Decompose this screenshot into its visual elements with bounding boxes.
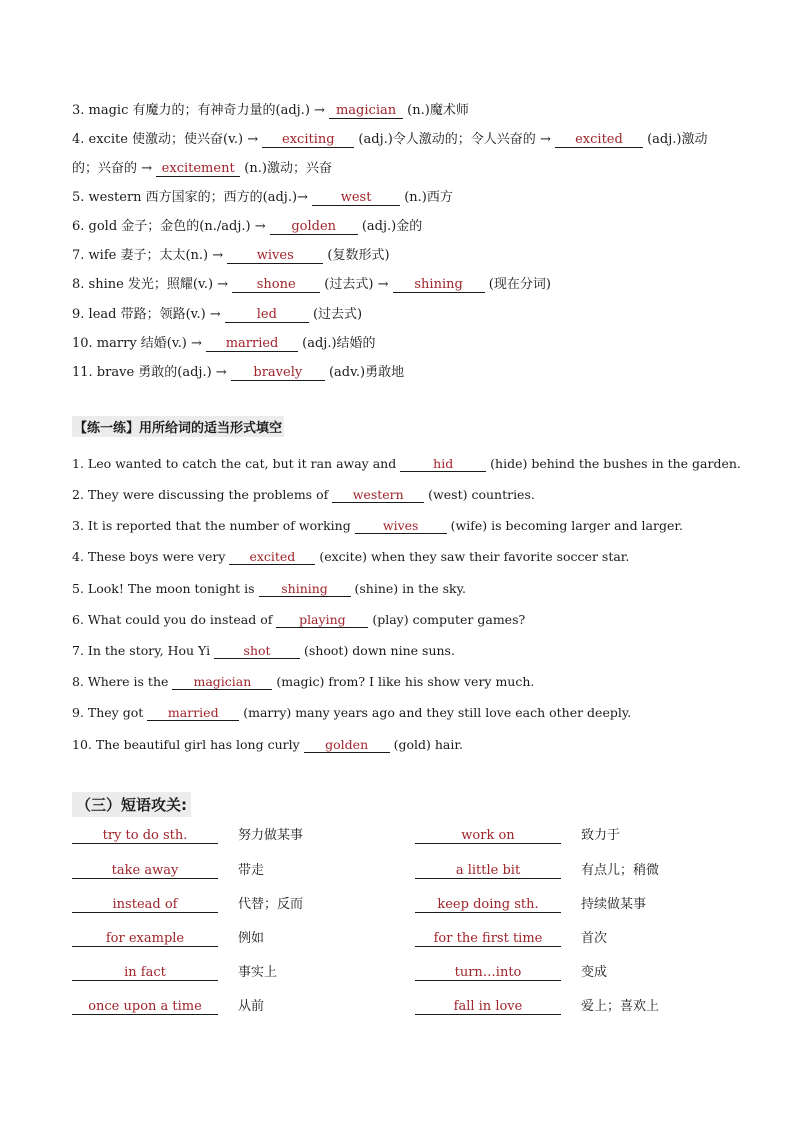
answer-blank: shining [393,277,485,293]
phrase-english: try to do sth. [72,828,218,844]
phrase-chinese: 变成 [581,965,608,980]
phrase-item [72,895,303,915]
practice-item: 6. What could you do instead of playing (play) computer games? [72,612,526,627]
practice-item: 2. They were discussing the problems of western (west) countries. [72,487,535,502]
word-form-line: 8. shine 发光；照耀(v.) → shone (过去式) → shining (现在分词) [72,277,551,292]
phrase-chinese: 有点儿；稍微 [581,863,660,878]
answer-blank: wives [355,518,447,534]
phrase-english: keep doing sth. [415,897,561,913]
answer-blank: bravely [231,365,325,381]
phrase-english: work on [415,828,561,844]
phrase-chinese: 从前 [238,999,265,1014]
phrase-item [72,963,277,983]
word-form-line: 6. gold 金子；金色的(n./adj.) → golden (adj.)金的 [72,219,423,234]
answer-blank: playing [276,612,368,628]
practice-item: 5. Look! The moon tonight is shining (shine) in the sky. [72,581,466,596]
phrase-chinese: 带走 [238,863,265,878]
answer-blank: excited [555,132,643,148]
answer-blank: shot [214,643,300,659]
answer-blank: married [147,705,239,721]
phrase-chinese: 持续做某事 [581,897,647,912]
word-form-line: 9. lead 带路；领路(v.) → led (过去式) [72,307,363,322]
phrase-english: for example [72,931,218,947]
phrase-english: in fact [72,965,218,981]
phrase-item [415,963,607,983]
phrase-chinese: 致力于 [581,828,621,843]
phrases-heading: （三）短语攻关: [72,792,191,817]
word-form-line: 4. excite 使激动；使兴奋(v.) → exciting (adj.)令人激动的；令人兴奋的 → excited (adj.)激动 [72,132,708,147]
word-form-line: 7. wife 妻子；太太(n.) → wives (复数形式) [72,248,390,263]
phrase-item [72,826,303,846]
phrase-chinese: 事实上 [238,965,278,980]
answer-blank: western [332,487,424,503]
word-form-line: 10. marry 结婚(v.) → married (adj.)结婚的 [72,336,376,351]
phrase-english: a little bit [415,863,561,879]
answer-blank: excited [229,549,315,565]
word-form-line: 5. western 西方国家的；西方的(adj.)→ west (n.)西方 [72,190,453,205]
phrase-chinese: 例如 [238,931,265,946]
phrase-english: fall in love [415,999,561,1015]
phrase-item [415,861,659,881]
practice-item: 8. Where is the magician (magic) from? I like his show very much. [72,674,535,689]
phrase-chinese: 代替；反而 [238,897,304,912]
word-form-line: 的；兴奋的 → excitement (n.)激动；兴奋 [72,161,332,176]
answer-blank: exciting [262,132,354,148]
phrase-english: instead of [72,897,218,913]
practice-item: 1. Leo wanted to catch the cat, but it ran away and hid (hide) behind the bushes in the garden. [72,456,741,471]
phrase-item [415,826,620,846]
phrase-item [415,997,659,1017]
phrase-english: take away [72,863,218,879]
answer-blank: shone [232,277,320,293]
phrase-item [415,929,607,949]
phrase-chinese: 努力做某事 [238,828,304,843]
practice-item: 7. In the story, Hou Yi shot (shoot) down nine suns. [72,643,455,658]
answer-blank: wives [227,248,323,264]
answer-blank: magician [172,674,272,690]
word-form-line: 3. magic 有魔力的；有神奇力量的(adj.) → magician (n.)魔术师 [72,103,469,118]
practice-item: 9. They got married (marry) many years ago and they still love each other deeply. [72,705,632,720]
answer-blank: golden [304,737,390,753]
answer-blank: magician [329,103,403,119]
phrase-chinese: 爱上；喜欢上 [581,999,660,1014]
practice-item: 4. These boys were very excited (excite) when they saw their favorite soccer star. [72,549,630,564]
answer-blank: led [225,307,309,323]
phrase-item [72,861,264,881]
phrase-item [72,929,264,949]
answer-blank: golden [270,219,358,235]
phrase-english: turn…into [415,965,561,981]
phrase-item [415,895,646,915]
answer-blank: shining [259,581,351,597]
answer-blank: hid [400,456,486,472]
answer-blank: excitement [156,161,240,177]
answer-blank: married [206,336,298,352]
word-form-line: 11. brave 勇敢的(adj.) → bravely (adv.)勇敢地 [72,365,405,380]
phrase-english: once upon a time [72,999,218,1015]
practice-heading: 【练一练】用所给词的适当形式填空 [72,416,284,437]
phrase-chinese: 首次 [581,931,608,946]
phrase-item [72,997,264,1017]
answer-blank: west [312,190,400,206]
phrase-english: for the first time [415,931,561,947]
practice-item: 3. It is reported that the number of working wives (wife) is becoming larger and larger. [72,518,683,533]
practice-item: 10. The beautiful girl has long curly golden (gold) hair. [72,737,463,752]
